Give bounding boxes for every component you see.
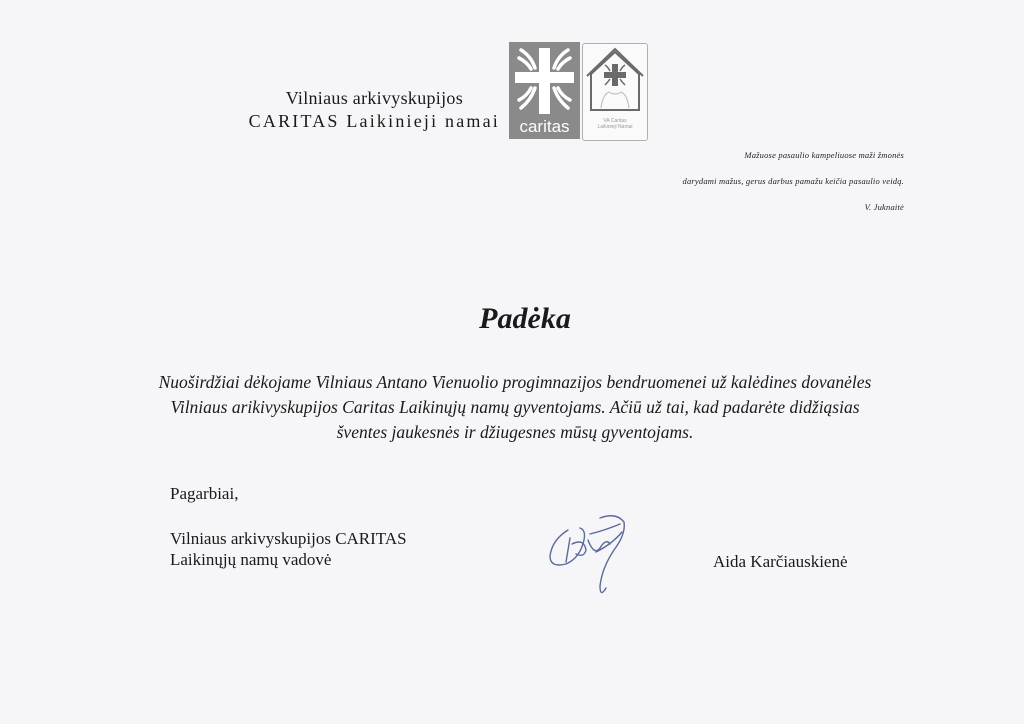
motto-quote — [484, 150, 904, 228]
document-title: Padėka — [479, 302, 571, 335]
temporary-home-logo — [582, 43, 648, 141]
thank-you-message: Nuoširdžiai dėkojame Vilniaus Antano Vienuolio progimnazijos bendruomenei už kalėdines dovanėles Vilniaus arikivyskupijos Caritas Laikinųjų namų gyventojams. Ačiū už tai, kad padarėte didžiąsias šventes jaukesnės ir džiugesnes mūsų gyventojams. — [158, 372, 872, 442]
signatory-name: Aida Karčiauskienė — [713, 552, 848, 571]
house-logo-caption: VA Caritas Laikinieji Namai — [597, 118, 633, 130]
closing-greeting: Pagarbiai, — [170, 484, 239, 503]
signatory-role — [170, 528, 407, 570]
motto-author: V. Juknaitė — [864, 202, 904, 212]
signatory-role-line-1: Vilniaus arkivyskupijos CARITAS — [170, 529, 407, 548]
signatory-role-line-2: Laikinųjų namų vadovė — [170, 550, 332, 569]
handwritten-signature — [540, 510, 640, 605]
caritas-cross-icon — [509, 42, 580, 122]
organization-line-1: Vilniaus arkivyskupijos — [285, 88, 463, 108]
caritas-logo — [509, 42, 580, 139]
organization-header — [200, 88, 500, 132]
caritas-wordmark: caritas — [519, 117, 570, 136]
motto-line-1: Mažuose pasaulio kampeliuose maži žmonės — [744, 150, 904, 160]
house-icon — [583, 44, 647, 116]
organization-line-2: CARITAS Laikinieji namai — [248, 111, 500, 131]
motto-line-2: darydami mažus, gerus darbus pamažu keičia pasaulio veidą. — [682, 176, 904, 186]
